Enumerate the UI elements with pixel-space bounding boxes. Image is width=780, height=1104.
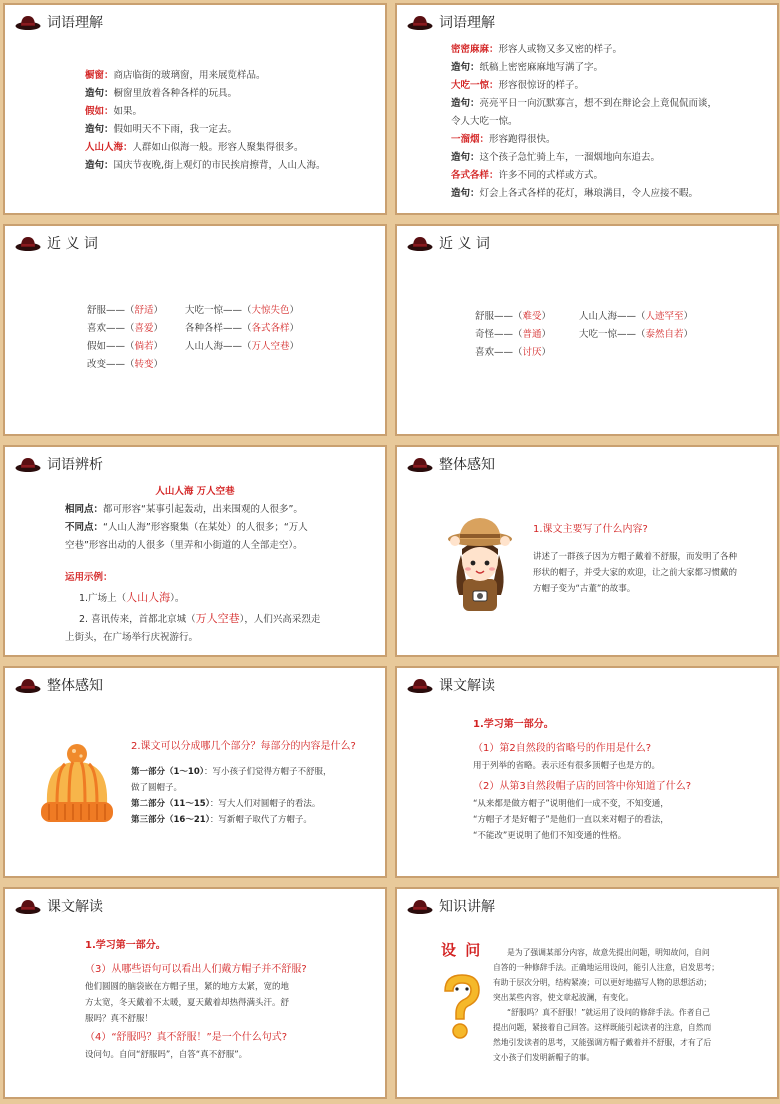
hat-icon (15, 676, 41, 694)
slide-6 (395, 445, 779, 657)
text-fragment: 是为了强调某部分内容，故意先提出问题，明知故问，自问 (507, 948, 710, 957)
antonym-row (579, 308, 693, 326)
text-fragment: ） (683, 329, 694, 340)
text-fragment: 泰然自若 (645, 329, 684, 340)
text-fragment: ） (153, 305, 164, 316)
question-text: （4）“舒服吗？真不舒服！”是一个什么句式? (85, 1032, 288, 1043)
vocab-def: 人群如山似海一般。形容人聚集得很多。 (132, 142, 304, 153)
hat-icon (15, 455, 41, 473)
text-fragment: 提出问题，紧接着自己回答。这样既能引起读者的注意，自然而 (493, 1023, 712, 1032)
text-fragment: 万人空巷 (195, 612, 240, 625)
question-text: （3）从哪些语句可以看出人们戴方帽子并不舒服? (85, 964, 307, 975)
vocab-def: 如果。 (113, 106, 143, 117)
slide-title: 知识讲解 (439, 899, 495, 915)
slide-header (407, 233, 490, 253)
example-text: 亮亮平日一向沉默寡言，想不到在辩论会上竟侃侃而谈， (479, 98, 718, 109)
slide-4 (395, 224, 779, 436)
text-fragment: 运用示例： (65, 572, 113, 583)
text-fragment: 第三部分（16～21） (131, 815, 210, 825)
slide-7 (3, 666, 387, 878)
vocab-list (451, 41, 717, 203)
text-fragment: 奇怪——（ (475, 329, 523, 340)
slide-3 (3, 224, 387, 436)
comparison-heading (5, 483, 385, 501)
text-fragment: “人山人海”形容聚集（在某处）的人很多；“万人 (103, 522, 308, 533)
text-fragment: ） (289, 305, 300, 316)
parts-list (131, 764, 332, 828)
vocab-term: 假如： (85, 106, 114, 117)
text-fragment: ：写小孩子们觉得方帽子不舒服， (204, 767, 332, 777)
slide-5 (3, 445, 387, 657)
text-fragment: 难受 (522, 311, 542, 322)
vocab-def: 形容很惊讶的样子。 (498, 80, 585, 91)
answer-text: 他们圆圆的脑袋嵌在方帽子里，紧的地方太紧，宽的地 (85, 982, 290, 992)
slide-9 (3, 887, 387, 1099)
text-fragment: ） (153, 341, 164, 352)
slide-title: 近 义 词 (439, 236, 490, 252)
vocab-term: 各式各样： (451, 170, 499, 181)
synonym-row (87, 302, 163, 320)
example-text: 纸稿上密密麻麻地写满了字。 (479, 62, 604, 73)
slide-header (407, 454, 495, 474)
reading-section (85, 937, 307, 1063)
example-label: 造句： (85, 160, 114, 171)
text-fragment: 倘若 (134, 341, 154, 352)
beanie-illustration (35, 742, 119, 828)
section-heading: 1.学习第一部分。 (473, 719, 554, 730)
example-text: 假如明天不下雨，我一定去。 (113, 124, 238, 135)
slide-title: 整体感知 (47, 678, 103, 694)
example-label: 造句： (451, 188, 480, 199)
answer-text: 设问句。自问“舒服吗”，自答“真不舒服”。 (85, 1050, 248, 1060)
vocab-list (85, 67, 326, 175)
text-fragment: ） (153, 359, 164, 370)
vocab-term: 人山人海： (85, 142, 133, 153)
text-fragment: 方帽子变为“古董”的故事。 (533, 584, 636, 594)
antonym-col-left (475, 308, 551, 362)
answer-text: “从来都是做方帽子”说明他们一成不变，不知变通， (473, 799, 669, 809)
example-label: 造句： (85, 124, 114, 135)
slide-2 (395, 3, 779, 215)
reading-section (473, 716, 691, 844)
text-fragment: 假如——（ (87, 341, 135, 352)
hat-icon (407, 13, 433, 31)
answer-text: 用于列举的省略。表示还有很多顶帽子也是方的。 (473, 761, 661, 771)
example-text-continued: 令人大吃一惊。 (451, 116, 518, 127)
text-fragment: 喜欢——（ (87, 323, 135, 334)
section-heading: 1.学习第一部分。 (85, 940, 166, 951)
comparison-body (65, 501, 308, 555)
text-fragment: 有助于层次分明，结构紧凑；可以更好地描写人物的思想活动； (493, 978, 712, 987)
vocab-def: 形容跑得很快。 (489, 134, 556, 145)
text-fragment: 不同点： (65, 522, 104, 533)
text-fragment: 各式各样 (251, 323, 290, 334)
slide-header (15, 233, 98, 253)
slide-title: 近 义 词 (47, 236, 98, 252)
term-heading: 设 问 (441, 941, 483, 959)
text-fragment: 都可形容“某事引起轰动，出来围观的人很多”。 (103, 504, 303, 515)
text-fragment: 第一部分（1～10） (131, 767, 204, 777)
hat-icon (407, 897, 433, 915)
vocab-def: 形容人或物又多又密的样子。 (498, 44, 623, 55)
text-fragment: ） (541, 311, 552, 322)
slide-header (407, 12, 495, 32)
slide-title: 词语理解 (439, 15, 495, 31)
synonym-row (87, 338, 163, 356)
slide-1 (3, 3, 387, 215)
text-fragment: 空巷”形容出动的人很多（里弄和小街道的人全部走空）。 (65, 540, 303, 551)
example-text: 这个孩子急忙骑上车，一溜烟地向东追去。 (479, 152, 661, 163)
example-label: 造句： (451, 152, 480, 163)
text-fragment: ） (683, 311, 694, 322)
usage-examples (65, 569, 320, 647)
slide-header (15, 454, 103, 474)
text-fragment: “舒服吗？真不舒服！”就运用了设问的修辞手法。作者自己 (507, 1008, 710, 1017)
slide-header (15, 675, 103, 695)
example-label: 造句： (451, 98, 480, 109)
text-fragment: 2. 喜讯传来，首都北京城（ (79, 614, 196, 625)
text-fragment: 做了圆帽子。 (131, 783, 183, 793)
text-fragment: 大惊失色 (251, 305, 290, 316)
question-text: （2）从第3自然段帽子店的回答中你知道了什么? (473, 781, 692, 792)
question-block (131, 738, 356, 756)
slide-title: 整体感知 (439, 457, 495, 473)
text-fragment: ） (289, 341, 300, 352)
text-fragment: 文小孩子们发明新帽子的事。 (493, 1053, 595, 1062)
text-fragment: 然地引发读者的思考，又能强调方帽子戴着并不舒服，才有了后 (493, 1038, 712, 1047)
text-fragment: ：写新帽子取代了方帽子。 (209, 815, 312, 825)
text-fragment: 人山人海 万人空巷 (155, 486, 235, 497)
text-fragment: 万人空巷 (251, 341, 290, 352)
hat-icon (407, 676, 433, 694)
hat-icon (407, 455, 433, 473)
antonym-row (579, 326, 693, 344)
slide-8 (395, 666, 779, 878)
girl-with-hat-illustration (439, 509, 521, 613)
text-fragment: 形状的帽子，并受大家的欢迎，让之前大家都习惯戴的 (533, 568, 738, 578)
text-fragment: 讲述了一群孩子因为方帽子戴着不舒服，而发明了各种 (533, 552, 738, 562)
question-block (533, 521, 648, 539)
vocab-def: 许多不同的式样或方式。 (498, 170, 604, 181)
text-fragment: 舒服——（ (475, 311, 523, 322)
text-fragment: 人迹罕至 (645, 311, 684, 322)
text-fragment: 上街头，在广场举行庆祝游行。 (65, 632, 199, 643)
synonym-col-right (185, 302, 299, 356)
text-fragment: ）。 (170, 593, 185, 604)
slide-header (407, 896, 495, 916)
slide-title: 课文解读 (439, 678, 495, 694)
question-text: （1）第2自然段的省略号的作用是什么? (473, 743, 652, 754)
slide-10 (395, 887, 779, 1099)
text-fragment: 突出某些内容，使文章起波澜，有变化。 (493, 993, 634, 1002)
slide-header (15, 12, 103, 32)
question-mark-icon (437, 971, 487, 1045)
vocab-def: 商店临街的玻璃窗，用来展览样品。 (113, 70, 266, 81)
example-text: 橱窗里放着各种各样的玩具。 (113, 88, 238, 99)
example-label: 造句： (451, 62, 480, 73)
question-text: 2.课文可以分成哪几个部分？每部分的内容是什么? (131, 741, 356, 752)
example-label: 造句： (85, 88, 114, 99)
vocab-term: 大吃一惊： (451, 80, 499, 91)
term-explanation (493, 945, 719, 1065)
text-fragment: 喜爱 (134, 323, 154, 334)
hat-icon (15, 234, 41, 252)
text-fragment: ） (153, 323, 164, 334)
text-fragment: 大吃一惊——（ (185, 305, 252, 316)
text-fragment: 转变 (134, 359, 154, 370)
answer-text: 方太宽，冬天戴着不太暖，夏天戴着却热得满头汗。舒 (85, 998, 290, 1008)
answer-text: “不能改”更说明了他们不知变通的性格。 (473, 831, 627, 841)
answer-block (533, 549, 737, 597)
text-fragment: ） (289, 323, 300, 334)
text-fragment: 自答的一种修辞手法。正确地运用设问，能引人注意，启发思考； (493, 963, 720, 972)
vocab-term: 一溜烟： (451, 134, 490, 145)
synonym-col-left (87, 302, 163, 374)
synonym-row (87, 320, 163, 338)
antonym-col-right (579, 308, 693, 344)
question-text: 1.课文主要写了什么内容? (533, 524, 648, 535)
slide-title: 词语辨析 (47, 457, 103, 473)
text-fragment: 各种各样——（ (185, 323, 252, 334)
text-fragment: ） (541, 329, 552, 340)
vocab-term: 密密麻麻： (451, 44, 499, 55)
text-fragment: 人山人海 (126, 591, 171, 604)
text-fragment: 舒服——（ (87, 305, 135, 316)
text-fragment: 第二部分（11～15） (131, 799, 210, 809)
hat-icon (15, 13, 41, 31)
slide-title: 词语理解 (47, 15, 103, 31)
slide-header (407, 675, 495, 695)
slide-header (15, 896, 103, 916)
hat-icon (15, 897, 41, 915)
slide-title: 课文解读 (47, 899, 103, 915)
antonym-row (475, 344, 551, 362)
text-fragment: 讨厌 (522, 347, 542, 358)
text-fragment: 舒适 (134, 305, 154, 316)
example-text: 灯会上各式各样的花灯，琳琅满目，令人应接不暇。 (479, 188, 699, 199)
hat-icon (407, 234, 433, 252)
text-fragment: ） (541, 347, 552, 358)
synonym-row (185, 338, 299, 356)
text-fragment: ：写大人们对圆帽子的看法。 (209, 799, 321, 809)
text-fragment: 人山人海——（ (185, 341, 252, 352)
text-fragment: ），人们兴高采烈走 (239, 614, 321, 625)
text-fragment: 大吃一惊——（ (579, 329, 646, 340)
text-fragment: 1.广场上（ (79, 593, 127, 604)
vocab-term: 橱窗： (85, 70, 114, 81)
synonym-row (185, 302, 299, 320)
answer-text: “方帽子才是好帽子”是他们一直以来对帽子的看法， (473, 815, 669, 825)
example-text: 国庆节夜晚,街上观灯的市民挨肩擦背，人山人海。 (113, 160, 326, 171)
answer-text: 服吗？真不舒服！ (85, 1014, 154, 1024)
antonym-row (475, 308, 551, 326)
text-fragment: 改变——（ (87, 359, 135, 370)
text-fragment: 相同点： (65, 504, 104, 515)
text-fragment: 人山人海——（ (579, 311, 646, 322)
text-fragment: 喜欢——（ (475, 347, 523, 358)
synonym-row (87, 356, 163, 374)
text-fragment: 普通 (522, 329, 542, 340)
antonym-row (475, 326, 551, 344)
synonym-row (185, 320, 299, 338)
